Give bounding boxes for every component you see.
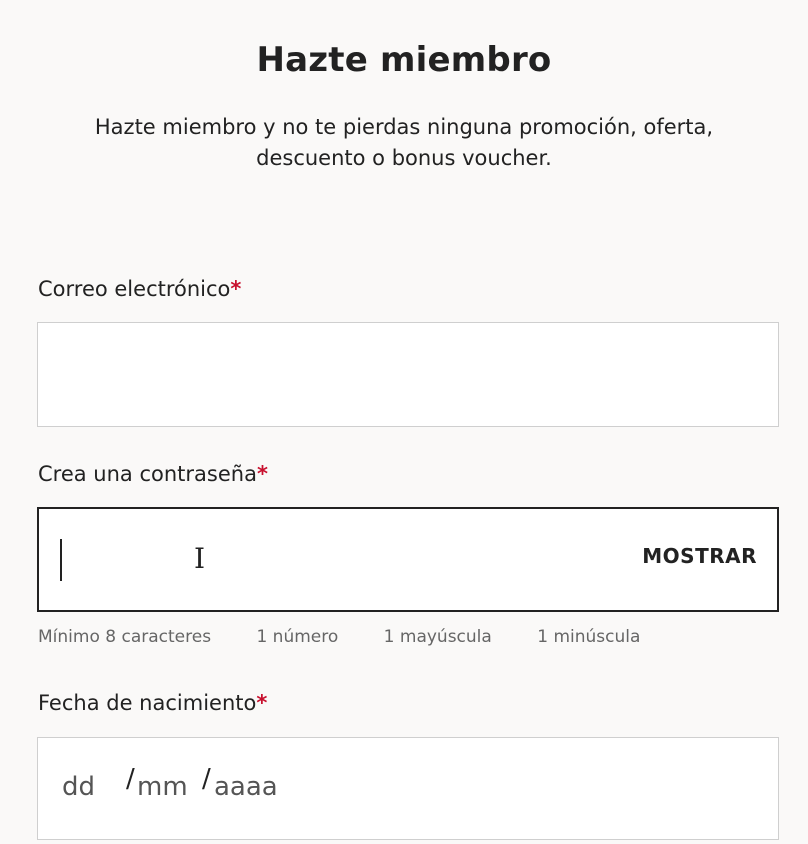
email-label-text: Correo electrónico (38, 277, 231, 301)
password-required-mark: * (256, 462, 268, 486)
birthdate-label-text: Fecha de nacimiento (38, 691, 257, 715)
birthdate-required-mark: * (256, 691, 268, 715)
text-caret (60, 539, 62, 581)
birthdate-label (38, 691, 267, 715)
email-required-mark: * (230, 277, 242, 301)
hint-lowercase: 1 minúscula (537, 627, 641, 647)
hint-uppercase: 1 mayúscula (383, 627, 492, 647)
birthdate-separator-2: / (202, 764, 211, 794)
hint-min-length: Mínimo 8 caracteres (38, 627, 212, 647)
show-password-button[interactable]: MOSTRAR (642, 544, 757, 568)
password-field-container[interactable] (37, 507, 779, 612)
page-subtitle: Hazte miembro y no te pierdas ninguna promoción, oferta, descuento o bonus voucher. (94, 115, 714, 170)
birthdate-day-input[interactable]: dd (62, 772, 96, 802)
email-label (38, 277, 241, 301)
birthdate-month-input[interactable]: mm (137, 772, 188, 802)
email-field[interactable] (38, 323, 778, 426)
page-title: Hazte miembro (256, 40, 552, 80)
birthdate-separator-1: / (126, 764, 135, 794)
hint-number: 1 número (256, 627, 339, 647)
email-field-container (37, 322, 779, 427)
birthdate-year-input[interactable]: aaaa (214, 772, 278, 802)
text-cursor-icon: I (194, 542, 206, 575)
password-label-text: Crea una contraseña (38, 462, 257, 486)
birthdate-field-container[interactable] (37, 737, 779, 840)
password-label (38, 462, 268, 486)
password-hints (38, 627, 680, 647)
